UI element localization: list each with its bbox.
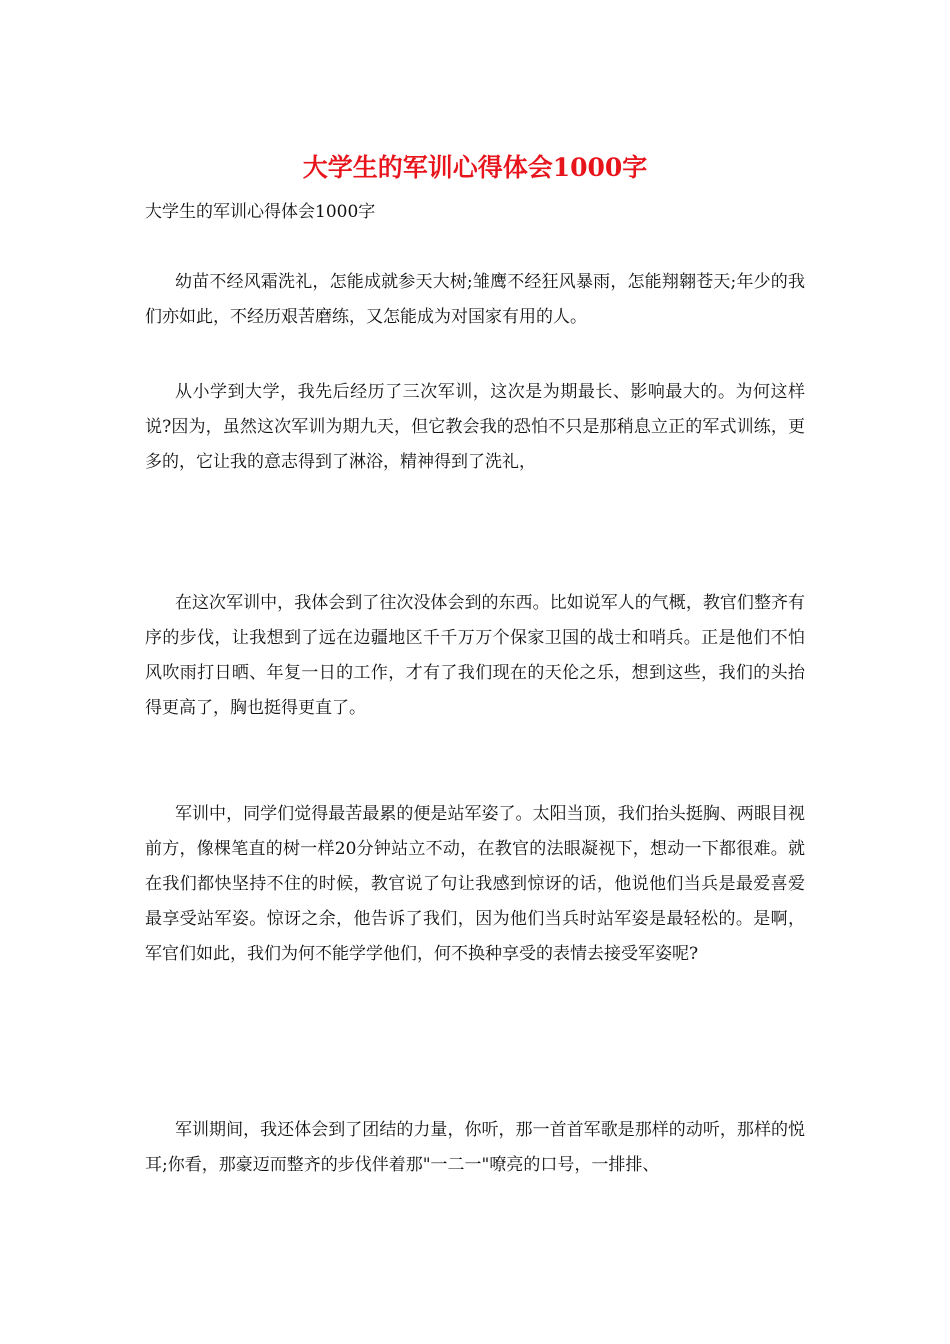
paragraph-5: 军训期间，我还体会到了团结的力量，你听，那一首首军歌是那样的动听，那样的悦耳;你看，那豪迈而整齐的步伐伴着那"一二一"嘹亮的口号，一排排、 [145, 1120, 805, 1175]
paragraph-2: 从小学到大学，我先后经历了三次军训，这次是为期最长、影响最大的。为何这样说?因为，虽然这次军训为期九天，但它教会我的恐怕不只是那稍息立正的军式训练，更多的，它让我的意志得到了淋浴，精神得到了洗礼， [145, 382, 805, 472]
paragraph-1: 幼苗不经风霜洗礼，怎能成就参天大树;雏鹰不经狂风暴雨，怎能翔翱苍天;年少的我们亦如此，不经历艰苦磨练，又怎能成为对国家有用的人。 [145, 272, 805, 327]
document-subtitle: 大学生的军训心得体会1000字 [145, 202, 376, 222]
paragraph-3: 在这次军训中，我体会到了往次没体会到的东西。比如说军人的气概，教官们整齐有序的步伐，让我想到了远在边疆地区千千万万个保家卫国的战士和哨兵。正是他们不怕风吹雨打日晒、年复一日的工作，才有了我们现在的天伦之乐，想到这些，我们的头抬得更高了，胸也挺得更直了。 [145, 593, 805, 718]
document-title: 大学生的军训心得体会1000字 [302, 153, 648, 182]
paragraph-4: 军训中，同学们觉得最苦最累的便是站军姿了。太阳当顶，我们抬头挺胸、两眼目视前方，像棵笔直的树一样20分钟站立不动，在教官的法眼凝视下，想动一下都很难。就在我们都快坚持不住的时候，教官说了句让我感到惊讶的话，他说他们当兵是最爱喜爱最享受站军姿。惊讶之余，他告诉了我们，因为他们当兵时站军姿是最轻松的。是啊，军官们如此，我们为何不能学学他们，何不换种享受的表情去接受军姿呢? [145, 804, 805, 964]
